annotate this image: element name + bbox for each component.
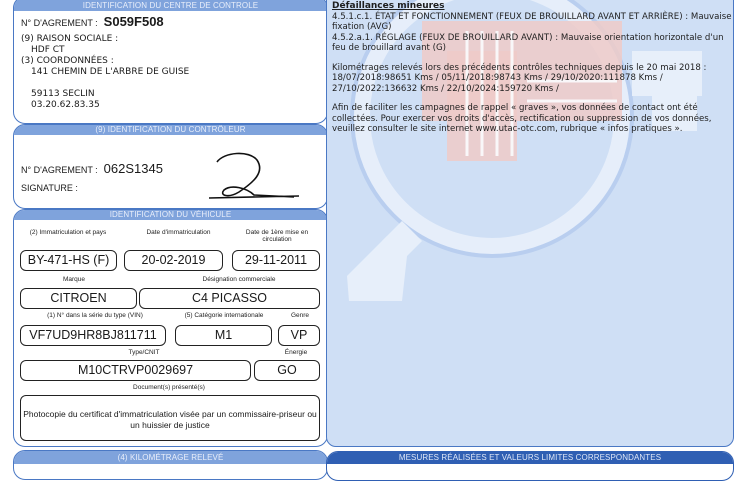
controleur-agrement-value: 062S1345 bbox=[103, 161, 163, 176]
marque-value: CITROEN bbox=[20, 288, 137, 309]
raison-sociale-value: HDF CT bbox=[31, 45, 65, 55]
defaillances-panel bbox=[326, 0, 734, 447]
centre-agrement-label: N° D'AGREMENT : bbox=[21, 18, 98, 28]
categorie-label: (5) Catégorie internationale bbox=[184, 312, 264, 319]
energie-value: GO bbox=[254, 360, 320, 381]
energie-label: Énergie bbox=[284, 349, 308, 356]
type-value: M10CTRVP0029697 bbox=[20, 360, 251, 381]
categorie-value: M1 bbox=[175, 325, 272, 346]
coordonnees-label: (3) COORDONNÉES : bbox=[21, 56, 114, 66]
raison-sociale-label: (9) RAISON SOCIALE : bbox=[21, 34, 119, 44]
kilometrages-intro: Kilométrages relevés lors des précédents contrôles techniques depuis le 20 mai 2018 : bbox=[332, 62, 707, 73]
vehicule-panel bbox=[13, 209, 328, 447]
vin-label: (1) N° dans la série du type (VIN) bbox=[47, 312, 143, 319]
signature-label: SIGNATURE : bbox=[21, 183, 78, 193]
kilometrages-history: 18/07/2018:98651 Kms / 05/11/2018:98743 Kms / 29/10/2020:111878 Kms / 27/10/2022:136632 Kms / 22/10/2024:159720 Kms / bbox=[332, 73, 663, 94]
immat-label: (2) Immatriculation et pays bbox=[29, 229, 107, 236]
mesures-header: MESURES RÉALISÉES ET VALEURS LIMITES CORRESPONDANTES bbox=[327, 452, 733, 464]
designation-label: Désignation commerciale bbox=[202, 276, 276, 283]
immat-value: BY-471-HS (F) bbox=[20, 250, 117, 271]
signature-image bbox=[199, 150, 309, 205]
genre-value: VP bbox=[278, 325, 320, 346]
vehicule-header: IDENTIFICATION DU VÉHICULE bbox=[14, 210, 327, 220]
controleur-header: (9) IDENTIFICATION DU CONTRÔLEUR bbox=[14, 125, 327, 135]
centre-agrement-value: S059F508 bbox=[103, 14, 164, 29]
date-circ-label: Date de 1ère mise en circulation bbox=[245, 229, 309, 243]
defaillances-title: Défaillances mineures bbox=[332, 1, 445, 11]
kilometrage-header: (4) KILOMÉTRAGE RELEVÉ bbox=[14, 451, 327, 464]
address-line1: 141 CHEMIN DE L'ARBRE DE GUISE bbox=[31, 67, 190, 77]
address-line2: 59113 SECLIN bbox=[31, 89, 95, 99]
date-immat-value: 20-02-2019 bbox=[124, 250, 223, 271]
kilometrage-panel bbox=[13, 450, 328, 480]
genre-label: Genre bbox=[290, 312, 310, 319]
controleur-agrement-label: N° D'AGREMENT : bbox=[21, 165, 98, 175]
documents-label: Document(s) présenté(s) bbox=[133, 384, 205, 391]
centre-controle-panel bbox=[13, 0, 328, 124]
phone: 03.20.62.83.35 bbox=[31, 100, 100, 110]
rgpd-notice: Afin de faciliter les campagnes de rappel « graves », vos données de contact ont été collectées. Pour exercer vos droits d'accès, rectification ou suppression de vos données, veuillez consulter le site internet www.utac-otc.com, rubrique « infos pratiques ». bbox=[332, 103, 712, 134]
centre-header: IDENTIFICATION DU CENTRE DE CONTROLE bbox=[14, 0, 327, 11]
date-circ-value: 29-11-2011 bbox=[232, 250, 320, 271]
defaillance-item: 4.5.1.c.1. ÉTAT ET FONCTIONNEMENT (FEUX DE BROUILLARD AVANT ET ARRIÈRE) : Mauvaise fixation (AVG) bbox=[332, 11, 732, 32]
type-label: Type/CNIT bbox=[128, 349, 160, 356]
date-immat-label: Date d'immatriculation bbox=[146, 229, 211, 236]
designation-value: C4 PICASSO bbox=[139, 288, 320, 309]
marque-label: Marque bbox=[62, 276, 86, 283]
controleur-panel bbox=[13, 124, 328, 209]
mesures-panel bbox=[326, 451, 734, 481]
defaillance-item: 4.5.2.a.1. RÉGLAGE (FEUX DE BROUILLARD AVANT) : Mauvaise orientation horizontale d'un feu de brouillard avant (G) bbox=[332, 32, 724, 53]
documents-value: Photocopie du certificat d'immatriculation visée par un commissaire-priseur ou un huissier de justice bbox=[20, 395, 320, 441]
vin-value: VF7UD9HR8BJ811711 bbox=[20, 325, 166, 346]
